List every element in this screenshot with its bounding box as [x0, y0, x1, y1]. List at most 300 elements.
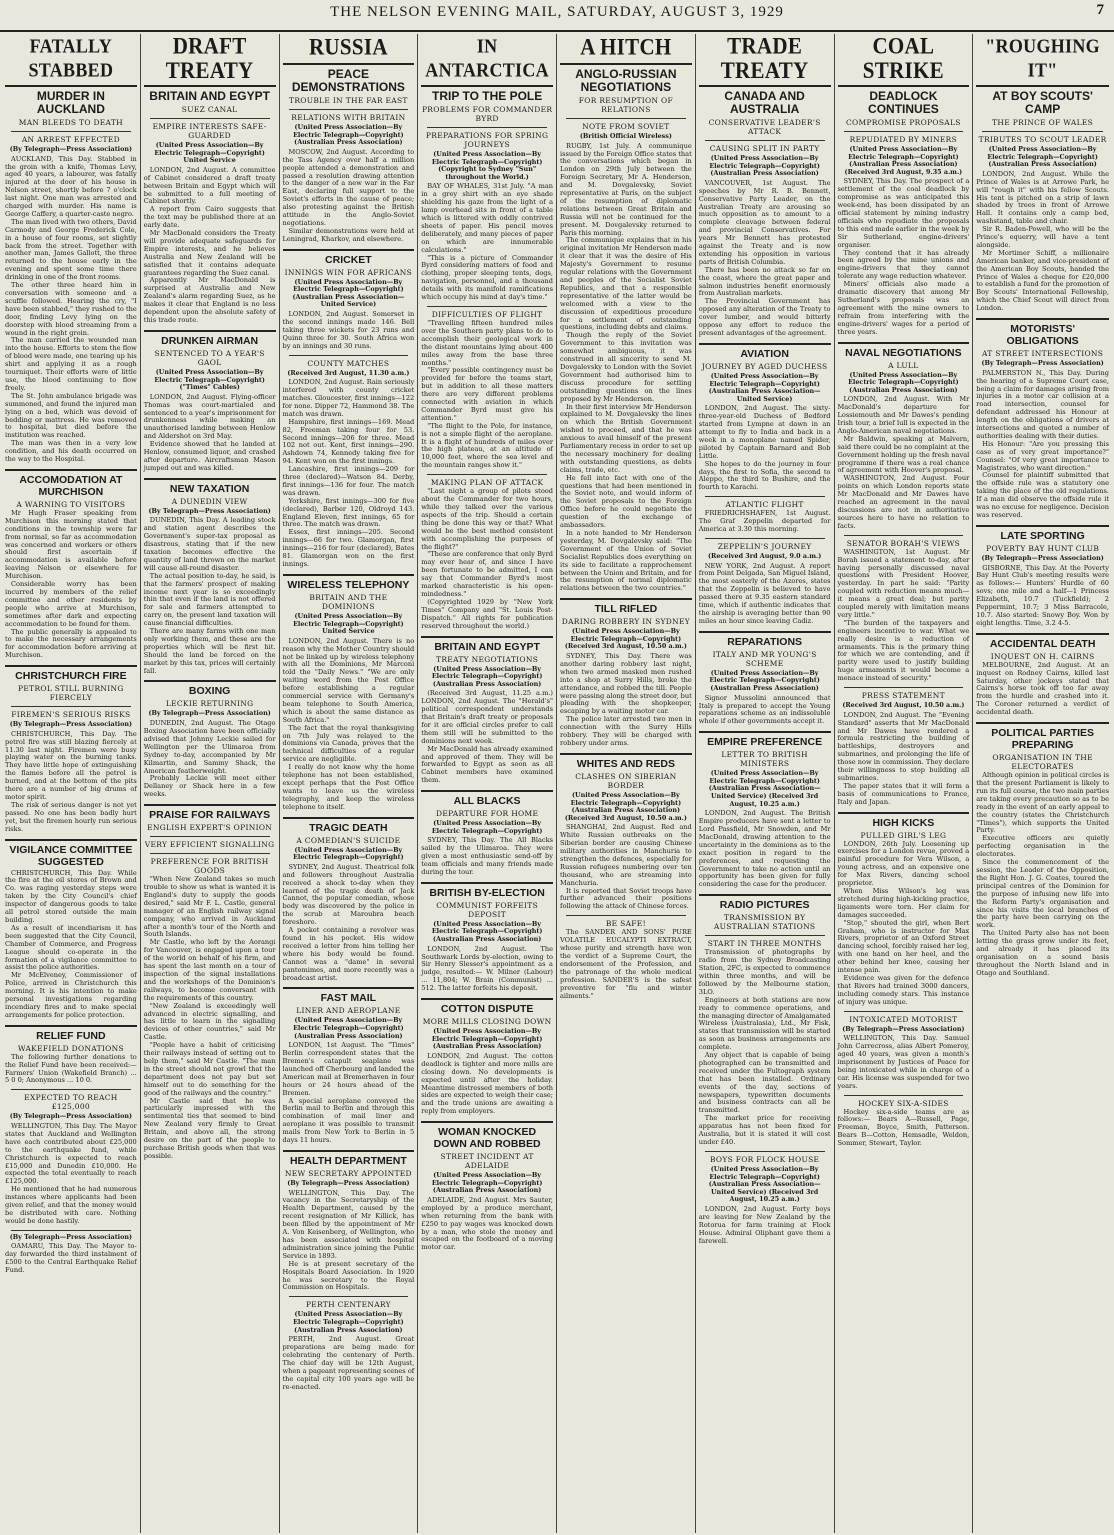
story-paragraph: "The burden of the taxpayers and engineers incentive to war. What we really desire is a reduction of armaments. This is the primary thing for which we are contending, and if parity were used to justify building huge armaments it would become a menace instead of security." — [837, 618, 970, 683]
story-paragraph: Yorkshire, first innings—300 for five (declared), Barber 120, Oldroyd 143. England Eleven, first innings, 65 for three. The match was drawn. — [282, 496, 415, 529]
story-divider — [838, 342, 970, 344]
wire-credit: (United Press Association—By Electric Telegraph—Copyright) (Australian Press Association) — [431, 1171, 543, 1195]
column — [280, 34, 419, 1533]
story-divider — [699, 343, 831, 345]
story — [699, 496, 831, 534]
story-divider — [289, 1296, 409, 1297]
story-paragraph: The United Party also has not been letting the grass grow under its feet, and already it has placed its organisation on a sound basis throughout the North Island and in Otago and Southland. — [976, 929, 1109, 977]
story-paragraph: The man carried the wounded man into the house. Efforts to stem the flow of blood were made, one tearing up his shirt and applying it as a rough tourniquet. Their efforts were of little use, the blood continuing to flow freely. — [5, 336, 137, 392]
wire-credit: (By Telegraph—Press Association) — [148, 709, 271, 718]
story-divider — [705, 496, 825, 497]
story — [838, 1011, 970, 1091]
story-subheading: MAKING PLAN OF ATTACK — [430, 478, 544, 488]
story-paragraph: The man was then in a very low condition, and his death occurred on the way to the Hospital. — [5, 439, 137, 464]
subhead-rule — [844, 131, 964, 132]
story-paragraph: Any object that is capable of being photographed can be transmitted and received under the Fultograph system that has been installed. Ordinary events of the day, sections of newspapers, typewritten documents and business contracts can all be transmitted. — [698, 1051, 831, 1115]
story-subheading: A WARNING TO VISITORS — [16, 499, 126, 509]
story-subheading: CLASHES ON SIBERIAN BORDER — [575, 771, 677, 790]
story-subheading: DEPARTURE FOR HOME — [436, 809, 539, 819]
story-divider — [144, 804, 276, 806]
story-headline: BRITAIN AND EGYPT — [434, 640, 540, 653]
headline-rule — [699, 85, 831, 87]
wire-credit: (United Press Association—By Electric Telegraph—Copyright) (Australian Press Association) (Received 3rd August, 9.35 a.m.) — [844, 145, 963, 176]
story-paragraph: Mr Castle said that he was particularly impressed with the sentimental ties that seemed to bind New Zealand very firmly to Great Britain, and above all, the strong desire on the part of the people to purchase British goods when that was possible. — [143, 1096, 276, 1160]
story-paragraph: Mr Mortimer Schiff, a millionaire American banker, and vice-president of the American Boy Scouts, handed the Prince of Wales a cheque for £20,000 to establish a fund for the promotion of Boy Scouts' International Fellowship, which the Chief Scout will direct from London. — [976, 248, 1109, 313]
story-subheading: WAKEFIELD DONATIONS — [17, 1043, 124, 1053]
story-paragraph: The fact that the royal thanksgiving on 7th July was relayed to the dominions via Canada, proves that the technical difficulties of a regular service are negligible. — [282, 723, 415, 764]
story-subheading: PETROL STILL BURNING FIERCELY — [18, 684, 124, 703]
story-divider — [976, 318, 1109, 320]
story-paragraph: WASHINGTON, 2nd August. Four points on which London reports state Mr MacDonald and Mr Dawes have reached an agreement in the naval discussions are not in authoritative sources here to have no relation to facts. — [837, 474, 970, 530]
story — [144, 680, 276, 799]
story — [560, 68, 692, 593]
story-paragraph: Evidence was given for the defence that Rivers had trained 3000 dancers, including comedy stars. This instance of injury was unique. — [837, 973, 970, 1006]
story-subheading: CAUSING SPLIT IN PARTY — [709, 144, 820, 153]
story-headline: BRITAIN AND EGYPT — [149, 89, 270, 103]
story-paragraph: Considerable worry has been incurred by members of the relief committee and other residents by people who arrive at Murchison, sometimes after dark and expecting accommodation to be found for them. — [5, 580, 137, 628]
story-subheading: BE SAFE! — [605, 919, 646, 929]
story-divider — [11, 1230, 131, 1231]
story-subheading: AN ARREST EFFECTED — [21, 135, 120, 144]
story-paragraph: "When New Zealand takes so much trouble to show us what is wanted it is England's duty to supply the goods desired," said Mr F. L. Castle, general manager of an English railway signal company, who arrived in Auckland after a month's tour of the North and South Islands. — [143, 875, 276, 939]
story-headline: EMPIRE PREFERENCE — [707, 736, 823, 749]
wire-credit: (United Press Association—By Electric Telegraph—Copyright) (Australian Press Association—United Service) — [292, 277, 405, 309]
story-divider — [844, 1011, 964, 1012]
column — [696, 34, 835, 1533]
story-paragraph: Apparently Mr MacDonald is surprised at Australia and New Zealand's alarm regarding Suez, as he makes it clear that England is no less dependent upon the absolute safety of this trade route. — [143, 276, 276, 324]
story-paragraph: LONDON, 2nd August. The sixty-three-year-old Duchess of Bedford started from Lympne at dawn in an attempt to fly to India and back in a week in a monoplane named Spider, piloted by Captain Barnard and Bob Little. — [698, 404, 831, 460]
story-paragraph: NEW YORK, 2nd August. A report from Point Delgada, San Miguel Island, the most easterly of the Azores, states that the Zeppelin is believed to have passed there at 9.35 eastern standard time, which if authentic indicates that the airship is averaging better than 90 miles an hour since leaving Cadiz. — [698, 561, 831, 625]
story-divider — [283, 574, 415, 576]
story-divider — [421, 636, 553, 638]
story-paragraph: Since the commencement of the session, the Leader of the Opposition, the Right Hon. J. G. Coates, toured the principal centres of the Dominion for the purpose of infusing new life into the Reform Party's organisation and since his visits the local branches of the party have been carrying on the work. — [976, 858, 1109, 930]
story-paragraph: "Last night a group of pilots stood about the Commander for two hours, while they talked over the various aspects of the trip. Should a certain thing be done this way or that? What would be the best method consistent with accomplishing the purposes of the flight?" — [421, 487, 553, 551]
story-paragraph: "Every possible contingency must be provided for before the teams start, but in addition to all these matters there are very different problems connected with aviation in which Commander Byrd must give his attention." — [421, 366, 553, 422]
story — [699, 343, 831, 492]
story-subheading: DIFFICULTIES OF FLIGHT — [431, 309, 543, 319]
wire-credit: (United Press Association—By Electric Telegraph—Copyright) (Australian Press Association) — [709, 154, 820, 178]
wire-credit: (By Telegraph—Press Association) — [842, 1024, 965, 1033]
story-divider — [421, 1121, 553, 1123]
story — [699, 894, 831, 1147]
headline-rule — [421, 85, 553, 87]
story-subheading: DARING ROBBERY IN SYDNEY — [561, 617, 690, 627]
wire-credit: (United Press Association—By Electric Telegraph—Copyright) (Australian Press Association) — [709, 668, 820, 692]
story-paragraph: LONDON, 2nd August. The Southwark Lords by-election, owing to Sir Henry Slesser's appointment as a judge, resulted:— W. Milner (Labour) ... 11,804; W. Brain (Communist) ... 512. The latter forfeits his deposit. — [421, 944, 553, 993]
story-headline: TILL RIFLED — [594, 603, 658, 616]
wire-credit: (United Press Association—By Electric Telegraph—Copyright) (Australian Press Association) — [431, 1027, 543, 1051]
subhead-rule — [427, 127, 547, 128]
story-paragraph: LONDON, 2nd August. Flying-officer Thomas was court-martialed and sentenced to a year's imprisonment for drunkenness while making an unauthorised landing between Henlow and Aldershot on 3rd May. — [143, 392, 276, 441]
story — [838, 535, 970, 683]
story-paragraph: Mr MacDonald considers the Treaty will provide adequate safeguards for Empire interests, and he believes Australia and New Zealand will be satisfied that it contains adequate guarantees regarding the Suez canal. — [143, 229, 276, 277]
story-paragraph: The SANDER AND SONS' PURE VOLATILE EUCALYPTI EXTRACT, whose purity and strength have won the verdict of a Supreme Court, the endorsement of the Profession, and the patronage of the whole medical profession. SANDER'S is the safest preventive for "flu and winter ailments." — [560, 928, 692, 1000]
wire-credit: (By Telegraph—Press Association) — [287, 1178, 410, 1187]
story-subheading: NOTE FROM SOVIET — [582, 122, 670, 131]
story-paragraph: LONDON, 2nd August. Somerset in the second innings made 146. Bell taking three wickets for 23 runs and Quinn three for 30. South Africa won by an innings and 30 runs. — [282, 310, 415, 350]
story — [144, 90, 276, 325]
story — [283, 355, 415, 569]
story — [5, 469, 137, 660]
story-divider — [283, 1150, 415, 1152]
story-headline: DRUNKEN AIRMAN — [161, 334, 259, 347]
story-paragraph: Lancashire, first innings—209 for three (declared)—Watson 84. Derby, first innings—136 for four. The match was drawn. — [282, 465, 415, 497]
wire-credit: (United Press Association—By Electric Telegraph—Copyright) (Copyright to Sydney "Sun" throughout the World.) — [431, 150, 543, 181]
wire-credit: (Received 3rd August, 10.50 a.m.) — [842, 701, 965, 710]
story-paragraph: The paper states that it will form a basis of communications to France, Italy and Japan. — [837, 781, 970, 806]
story — [976, 633, 1109, 717]
story — [283, 1150, 415, 1292]
story-subheading: PRESS STATEMENT — [861, 691, 945, 701]
story-divider — [144, 330, 276, 332]
story — [5, 1089, 137, 1225]
masthead — [0, 0, 1114, 32]
story-subheading: COMMUNIST FORFEITS DEPOSIT — [436, 900, 539, 919]
column — [557, 34, 696, 1533]
story-paragraph: Although opinion in political circles is that the present Parliament is likely to run its full course, the two main parties are taking every precaution so as to be ready in the event of an early appeal to the country (states the Christchurch "Times"), which supports the United Party. — [976, 771, 1110, 835]
story — [421, 1121, 553, 1252]
story-subheading: A DUNEDIN VIEW — [171, 496, 248, 506]
story-paragraph: The Provincial Government has opposed any alteration of the Treaty to cover lumber, and would bitterly oppose any effort to reduce the present advantages of the agreement. — [698, 297, 831, 337]
story-paragraph: "Stop," shouted the girl, when Bert Graham, who is instructor for Max Rivers, proprietor of an Oxford Street dancing school, forcibly raised her leg, with one hand on her heel, and the other behind her knee, causing her intense pain. — [837, 918, 970, 975]
story-divider — [5, 839, 137, 841]
story-paragraph: Transmission of photographs by radio from the Sydney Broadcasting Station, 2FC, is expected to commence within three months, and will be followed by the Melbourne station, 3LO. — [698, 948, 831, 996]
story-headline: BOXING — [188, 685, 231, 698]
story-paragraph: The risk of serious danger is not yet passed. No one has been badly hurt yet, but the firemen hourly run serious risks. — [5, 800, 137, 833]
story-subheading: LETTER TO BRITISH MINISTERS — [721, 750, 808, 769]
story-divider — [5, 469, 137, 471]
wire-credit: (United Press Association—By Electric Telegraph—Copyright) (Australian Press Association) (Received 3rd August, 10.50 a.m.) — [564, 790, 687, 822]
wire-credit: (United Press Association—By Electric Telegraph—Copyright) — [293, 845, 404, 862]
story-subheading: TROUBLE IN THE FAR EAST — [289, 96, 408, 105]
story-paragraph: He fell into fact with one of the questions that had been mentioned in the Soviet note, and would inform of the Soviet proposals to the Foreign Office before he could negotiate the question of the exchange of ambassadors. — [560, 473, 692, 530]
story-subheading: INQUEST ON H. CAIRNS — [990, 651, 1095, 661]
story-paragraph: When Miss Wilson's leg was stretched during high-kicking practice, ligaments were torn. Her claim for damages succeeded. — [837, 887, 970, 919]
wire-credit: (United Press Association—By Electric Telegraph—Copyright) ("Times" Cables) — [154, 367, 265, 392]
story-paragraph: PERTH, 2nd August. Great preparations are being made for celebrating the centenary of Perth. The chief day will be 12th August, when a pageant representing scenes of the capital city 100 years ago will be re-enacted. — [282, 1335, 415, 1391]
story-paragraph: LONDON, 2nd August. While the Prince of Wales is at Arrowe Park, he will "rough it" with his fellow Scouts. His tent is pitched on a strip of lawn shaded by trees in front of Arrowe Hall. It contains only a camp bed, washstand, table and chair. — [976, 169, 1109, 226]
story — [283, 817, 415, 983]
story-subheading: JOURNEY BY AGED DUCHESS — [701, 361, 828, 371]
story-paragraph: The communique explains that in his original invitation Mr Henderson made it clear that it was the desire of His Majesty's Government to resume regular relations with the Government and peoples of the Socialist Soviet Republics, and that a responsible representative of the latter would be welcomed with a view to the discussion of expeditious procedure for a settlement of outstanding questions, including debts and claims. — [560, 236, 692, 332]
story — [699, 538, 831, 626]
story-divider — [421, 998, 553, 1000]
story-paragraph: Hampshire, first innings—169. Mead 82, Freeman taking four for 53. Second innings—206 for three. Mead 102 not out. Kent, first innings—290. Ashdown 74, Kennedy taking five for 94. Kent won on the first innings. — [282, 417, 415, 466]
story-headline: CHRISTCHURCH FIRE — [15, 670, 127, 683]
story-paragraph: Mr Hugh Fraser speaking from Murchison this morning stated that conditions in the township were far from normal, so far as accommodation was concerned and workers or others should first ascertain if accommodation is available before leaving Nelson or elsewhere for Murchison. — [5, 508, 137, 581]
story-headline: HEALTH DEPARTMENT — [289, 1154, 407, 1167]
story-paragraph: Probably Leckie will meet either Dellaney or Shack here in a few weeks. — [143, 774, 276, 799]
story-subheading: THE PRINCE OF WALES — [992, 118, 1094, 127]
story-paragraph: Mr Baldwin, speaking at Malvern, said there could be no complaint at the Government holding up the fresh naval programme if there was a real chance of agreement with Hoover's proposal. — [837, 434, 970, 475]
story-paragraph: CHRISTCHURCH, This Day. While the fire at the oil stores of Brown and Co. was raging yesterday steps were taken by the City Council's chief inspector of dangerous goods to take all petrol stored outside the main building. — [5, 868, 137, 924]
story-subheading: COUNTY MATCHES — [307, 358, 390, 368]
newspaper-columns — [2, 34, 1112, 1533]
story — [421, 790, 553, 877]
story-paragraph: WELLINGTON, This Day. Samuel John Carrecross, alias Albert Pomeroy, aged 40 years, was given a month's imprisonment by Justices of Peace for being intoxicated while in charge of a car. His license was suspended for two years. — [837, 1034, 970, 1090]
story — [144, 804, 276, 1161]
column — [418, 34, 557, 1533]
story-subheading: TRIBUTES TO SCOUT LEADER — [978, 135, 1107, 144]
wire-credit: (British Official Wireless) — [579, 132, 672, 140]
story-headline: TRIP TO THE POLE — [432, 89, 543, 103]
story-subheading: ZEPPELIN'S JOURNEY — [717, 541, 812, 551]
story-divider — [427, 306, 547, 307]
story-subheading: ENGLISH EXPERT'S OPINION — [147, 823, 273, 833]
story-paragraph: Evidence showed that he landed at Henlow, consumed liquor, and crashed after departure. Aircraftsman Mason jumped out and was killed. — [143, 440, 276, 472]
subhead-rule — [150, 118, 270, 119]
story-divider — [427, 474, 547, 475]
story — [699, 90, 831, 338]
story-subheading: LECKIE RETURNING — [165, 699, 254, 709]
story-subheading: PERTH CENTENARY — [305, 1300, 391, 1310]
story-subheading: CONSERVATIVE LEADER'S ATTACK — [708, 118, 821, 136]
story-paragraph: FRIEDRICHSHAFEN, 1st August. The Graf Zeppelin departed for America at 3.30 this morning. — [698, 509, 831, 534]
story-subheading: REPUDIATED BY MINERS — [849, 135, 958, 144]
wire-credit: (United Press Association—By Electric Telegraph—Copyright) United Service — [154, 141, 265, 165]
story-paragraph: LONDON, 2nd August. The "Evening Standard" asserts that Mr MacDonald and Mr Dawes have rendered a formula restricting the building of battleships, destroyers and submarines, and prolonging the life of those now in commission. They declare their willingness to stop building all submarines. — [837, 710, 970, 782]
story-subheading: SENTENCED TO A YEAR'S GAOL — [154, 348, 265, 367]
subhead-rule — [289, 109, 409, 110]
story-headline: WIRELESS TELEPHONY — [287, 578, 410, 591]
story-subheading: INNINGS WIN FOR AFRICANS — [284, 267, 413, 277]
story — [5, 665, 137, 833]
story-paragraph: He is at present secretary of the Hospitals Board Association. In 1920 he was secretary to the Royal Commission on Hospitals. — [282, 1259, 415, 1292]
story-headline: WHITES AND REDS — [576, 757, 675, 770]
column — [973, 34, 1112, 1533]
story-divider — [844, 1095, 964, 1096]
story-divider — [566, 915, 686, 916]
wire-credit: (By Telegraph—Press Association) — [9, 1232, 133, 1241]
story-paragraph: Miners' officials also made a dramatic discovery that among Mr Sutherland's proposals was an agreement with the mine owners to refrain from interfering with the engine-drivers' wages for a period of three years. — [837, 280, 970, 336]
story-subheading: VERY EFFICIENT SIGNALLING — [144, 840, 275, 850]
story-subheading: PULLED GIRL'S LEG — [860, 830, 947, 840]
story-paragraph: "This is a picture of Commander Byrd considering matters of food and clothing, proper sleeping tents, dogs, navigation, personnel, and a thousand details with its manifold ramifications which occupy his mind at day's time." — [421, 253, 553, 302]
story-divider — [421, 790, 553, 792]
wire-credit: (United Press Association—By Electric Telegraph—Copyright) United Service — [293, 611, 404, 636]
story-divider — [5, 665, 137, 667]
story-paragraph: Essex, first innings—205. Second innings—66 for two. Glamorgan, first innings—216 for four (declared), Bates 81. Glamorgan won on the first innings. — [282, 528, 415, 568]
subhead-rule — [11, 131, 131, 132]
newspaper-title: THE NELSON EVENING MAIL, SATURDAY, AUGUST 3, 1929 — [330, 4, 784, 20]
headline-rule — [5, 85, 137, 87]
story-paragraph: WASHINGTON, 1st August. Mr Borah issued a statement to-day, after having personally discussed naval questions with President Hoover, yesterday. In part he said: "Parity coupled with reduction means much—it means a great deal; but parity coupled merely with limitation means very little." — [837, 547, 970, 619]
story-subheading: PROBLEMS FOR COMMANDER BYRD — [421, 105, 553, 123]
story-paragraph: I really do not know why the home telephone has not been established, except perhaps that the Post Office wants to leave us the wireless telegraphy, and keep the wireless telephone to itself. — [282, 763, 415, 811]
story-paragraph: Hockey six-a-side teams are as follows:— Bears A—Russell, Page, Freeman, Boyce, Smith, Patterson. Bears B—Cotton, Hemsadle, Weldon, Sommer, Stewart, Taylor. — [837, 1107, 970, 1148]
story-paragraph: The market price for receiving apparatus has not been fixed for Australia, but it is stated it will cost under £40. — [698, 1114, 831, 1146]
story-divider — [705, 1151, 825, 1152]
story-headline: HIGH KICKS — [872, 816, 935, 829]
story-paragraph: WELLINGTON, This Day. The Mayor states that Auckland and Wellington have each contributed about £25,000 to the earthquake fund, while Christchurch is expected to reach £15,000 and Dunedin £10,000. He expected the total eventually to reach £125,000. — [5, 1121, 137, 1186]
story-subheading: SENATOR BORAH'S VIEWS — [846, 538, 961, 548]
story-paragraph: LONDON, 2nd August. Forty boys are leaving for New Zealand by the Rotorua for farm training at Flock House. Admiral Oliphant gave them a farewell. — [698, 1204, 831, 1245]
story-divider — [976, 525, 1109, 527]
story-paragraph: He mentioned that he had numerous instances where applicants had been given relief, and that the money would be distributed with care. Nothing would be done hastily. — [5, 1185, 137, 1225]
story-paragraph: DUNEDIN, This Day. A leading stock and station agent describes the Government's super-tax proposal as disastrous, stating that if the new taxation becomes effective the quantity of land thrown on the market will cause all-round disaster. — [143, 516, 276, 572]
column — [2, 34, 141, 1533]
wire-credit: (United Press Association—By Electric Telegraph—Copyright) (Australian Press Association) — [431, 664, 543, 688]
story — [838, 687, 970, 806]
story-subheading: BOYS FOR FLOCK HOUSE — [709, 1154, 820, 1164]
subhead-rule — [705, 935, 825, 936]
story-subheading: RELATIONS WITH BRITAIN — [291, 113, 406, 122]
story-headline: WOMAN KNOCKED DOWN AND ROBBED — [433, 1126, 541, 1151]
story-paragraph: In a note handed to Mr Henderson yesterday, M. Dovgalevsky said: "The Government of the Union of Soviet Socialist Republics does everything on its side to facilitate a rapprochement between the Union and Britain, and for the resumption of normal diplomatic relations between the two countries." — [560, 529, 692, 593]
column — [141, 34, 280, 1533]
story-divider — [705, 538, 825, 539]
story — [283, 574, 415, 812]
story-divider — [844, 687, 964, 688]
story-divider — [844, 535, 964, 536]
wire-credit: (United Press Association—By Electric Telegraph—Copyright) (Australian Press Association) — [431, 919, 543, 944]
story-subheading: EMPIRE INTERESTS SAFE-GUARDED — [152, 122, 267, 140]
story-subheading: START IN THREE MONTHS — [707, 939, 822, 949]
story-paragraph: GISBORNE, This Day. At the Poverty Bay Hunt Club's meeting results were as follows:— Hunters' Hurdle of 60 sovs; one mile and a half—1 Princess Elizabeth, 10.7 (Tuckfield); 2 Peppermint, 10.7; 3 Miss Barracole, 10.7. Also started: Snowy Boy. Won by eight lengths. Time, 3.2 4-5. — [976, 563, 1109, 627]
story-subheading: COMPROMISE PROPOSALS — [845, 118, 961, 127]
story-divider — [144, 680, 276, 682]
story-paragraph: PALMERSTON N., This Day. During the hearing of a Supreme Court case, being a claim for damages arising from injuries in a motor car collision at a road intersection, counsel for defendant addressed his Honour at length on the obligations of drivers at intersections and quoted a number of authorities dealing with their duties. — [976, 368, 1109, 440]
story-divider — [699, 894, 831, 896]
story-paragraph: The public generally is appealed to to make the necessary arrangements for accommodation before arriving at Murchison. — [5, 627, 137, 660]
story-paragraph: LONDON, 2nd August. Rain seriously interfered with county cricket matches. Gloucester, first innings—122 for none. Dipper 72, Hammond 38. The match was drawn. — [282, 378, 415, 418]
story-subheading: FOR RESUMPTION OF RELATIONS — [578, 96, 673, 114]
story-headline: DEADLOCK CONTINUES — [868, 89, 939, 116]
story-subheading: LINER AND AEROPLANE — [296, 1006, 401, 1016]
story — [283, 987, 415, 1145]
story-subheading: ITALY AND MR YOUNG'S SCHEME — [712, 649, 817, 668]
story-paragraph: "Travelling fifteen hundred miles over the Southern party plans to do to accomplish their geological work in the distant mountains lying about 400 miles away from the base three months." — [421, 318, 553, 367]
column-headline: RUSSIA — [308, 34, 388, 61]
story — [976, 318, 1109, 520]
story-divider — [699, 631, 831, 633]
story-paragraph: BAY OF WHALES, 31st July. "A man in a grey shirt with an eye shade shielding his gaze from the light of a lamp overhead sits in front of a table which is littered with oddly contrived sheets of paper. His pencil moves deliberately, and many pieces of paper on which are innumerable calculations." — [421, 182, 553, 254]
story — [144, 330, 276, 473]
story-headline: NAVAL NEGOTIATIONS — [845, 346, 962, 359]
story-paragraph: "The flight to the Pole, for instance, is not a simple flight of the aeroplane. It is a flight of hundreds of miles over the high plateau, at an altitude of 10,000 feet, where the sea level and the mountain ranges show it." — [421, 421, 553, 470]
story-headline: ALL BLACKS — [453, 795, 521, 808]
story-paragraph: She hopes to do the journey in four days, the first to Sofia, the second to Aleppo, the third to Bushire, and the fourth to Karachi. — [698, 459, 831, 492]
story — [283, 1296, 415, 1391]
story-paragraph: The police later arrested two men in connection with the Surry Hills robbery. They will be charged with robbery under arms. — [560, 715, 692, 747]
story-paragraph: Mr Castle, who left by the Aorangi for Vancouver, is engaged upon a tour of the world on behalf of his firm, and has spent the last month on a tour of inspection of the signal installations and the workshops of the Dominion's railways, to become conversant with the requirements of this country. — [143, 938, 276, 1002]
story-subheading: ORGANISATION IN THE ELECTORATES — [992, 753, 1093, 772]
story — [421, 306, 553, 470]
wire-credit: (Received 3rd August, 9.0 a.m.) — [708, 551, 822, 560]
story-divider — [5, 1025, 137, 1027]
story — [560, 598, 692, 748]
story — [421, 636, 553, 786]
story-headline: COTTON DISPUTE — [440, 1003, 534, 1016]
headline-rule — [976, 85, 1109, 87]
story-paragraph: LONDON, 26th July. Loosening up exercises for a London revue, proved a painful procedure for Vera Wilson, a young actress, and an expensive one for Max Rivers, dancing school proprietor. — [837, 839, 970, 888]
subhead-rule — [566, 118, 686, 119]
wire-credit: (United Press Association—By Electric Telegraph—Copyright) (Australian Press Association—United Service) (Received 3rd August, 10.25 a.m.) — [708, 1164, 821, 1204]
column-headline: IN ANTARCTICA — [425, 34, 549, 82]
story — [976, 525, 1109, 628]
story-headline: NEW TAXATION — [169, 482, 250, 495]
wire-credit: (United Press Association—By Electric Telegraph—Copyright) (Australian Press Association) — [293, 123, 404, 147]
wire-credit: (Received 3rd August, 11.30 a.m.) — [287, 368, 410, 377]
story-paragraph: LONDON, 2nd August. There is no reason why the Mother Country should not be linked up by wireless telephony with all the Dominions, Mr Marconi told the "Daily News." "We are only waiting word from the Post Office before establishing a regular commercial service with Germany's beam telephone to South America, which is about the same distance as South Africa." — [282, 636, 415, 724]
story-paragraph: DUNEDIN, 2nd August. The Otago Boxing Association have been officially advised that Johnny Leckie sailed for Wellington per the Ulimaroa from Sydney to-day, accompanied by Mr Kilmartin, and Sammy Shack, the American featherweight. — [143, 719, 276, 775]
headline-rule — [560, 63, 692, 65]
story-paragraph: Signor Mussolini announced that Italy is prepared to accept the Young reparations scheme as an indissoluble whole if other governments accept it. — [698, 693, 831, 726]
story-subheading: A COMEDIAN'S SUICIDE — [296, 835, 401, 845]
story-paragraph: Mr McElveney, Commissioner of Police, arrived in Christchurch this morning. It is his intention to make personal investigations regarding incendiary fires and to make special arrangements for police protection. — [5, 971, 137, 1019]
story-divider — [421, 882, 553, 884]
story — [144, 478, 276, 676]
subhead-rule — [982, 131, 1103, 132]
story-headline: RADIO PICTURES — [719, 899, 810, 912]
story-paragraph: WELLINGTON, This Day. The vacancy in the Secretaryship of the Health Department, caused by the recent resignation of Mr Killick, has been filled by the appointment of Mr A. Von Keisenberg, of Wellington, who has been associated with hospital administration since joining the Public Service in 1893. — [282, 1188, 415, 1260]
story-paragraph: MELBOURNE, 2nd August. At an inquest on Rodney Cairns, killed last Saturday, other jockeys stated that Cairns's horse took off too far away from the hurdle and crashed into it. The Coroner returned a verdict of accidental death. — [976, 660, 1109, 717]
story-paragraph: Mr MacDonald has already examined and approved of them. They will be forwarded to Egypt as soon as all Cabinet members have examined them. — [421, 744, 553, 785]
story-subheading: MAN BLEEDS TO DEATH — [18, 118, 124, 127]
story — [838, 812, 970, 1007]
story-subheading: BRITAIN AND THE DOMINIONS — [309, 592, 388, 611]
column-headline: A HITCH — [580, 34, 672, 61]
story — [421, 90, 553, 302]
story-paragraph: They contend that it has already been agreed by the mine unions and engine-drivers that they cannot tolerate any wage reduction whatever. — [837, 248, 970, 281]
story-paragraph: Sir R. Baden-Powell, who will be the Prince's equerry, will have a tent alongside. — [976, 225, 1109, 249]
story-subheading: POVERTY BAY HUNT CLUB — [986, 543, 1100, 553]
story-paragraph: A special aeroplane conveyed the Berlin mail to Berlin and through this combination of mail liner and aeroplane it was possible to transmit mails from New York to Berlin in 5 days 11 hours. — [282, 1096, 415, 1145]
story-divider — [560, 753, 692, 755]
story — [5, 839, 137, 1020]
story-headline: BRITISH BY-ELECTION — [429, 886, 545, 899]
story-subheading: TREATY NEGOTIATIONS — [436, 654, 539, 664]
story-headline: POLITICAL PARTIES PREPARING — [991, 727, 1095, 752]
story-paragraph: SYDNEY, 2nd August. Theatrical folk and followers throughout Australia received a shock to-day when they learned of the tragic death of Jack Cannot, the popular comedian, whose body was discovered by the police in the scrub at Maroubra beach foreshore. — [282, 862, 415, 927]
story — [976, 90, 1109, 313]
story-paragraph: Engineers at both stations are now ready to commence operations, and the managing director of Amalgamated Wireless (Australasia), Ltd., Mr Fisk, states that transmission will be started as soon as business arrangements are complete. — [698, 995, 831, 1052]
story-divider — [838, 812, 970, 814]
story-divider — [283, 987, 415, 989]
story-subheading: PREFERENCE FOR BRITISH GOODS — [150, 857, 269, 876]
wire-credit: (By Telegraph—Press Association) — [981, 359, 1104, 368]
story-divider — [976, 633, 1109, 635]
story-divider — [283, 817, 415, 819]
story-paragraph: The other three heard him in conversation with someone and a scuffle followed. Hearing the cry, "I have been stabbed," they rushed to the door, finding Levy lying on the doorstep with blood streaming from a wound in the right groin. — [5, 281, 137, 337]
story-paragraph: There are many farms with one man only working them, and these are the properties which will be first hit. Should the land be forced on the market by this tax, prices will certainly fall. — [143, 627, 276, 675]
story-headline: AVIATION — [740, 347, 789, 360]
wire-credit: (United Press Association—By Electric Telegraph—Copyright) (Australian Press Association) — [293, 1016, 404, 1040]
story-paragraph: Executive officers are quietly perfecting organisation in the electorates. — [976, 834, 1109, 859]
page-number: 7 — [1096, 2, 1104, 18]
story-paragraph: MOSCOW, 2nd August. According to the Tass Agency over half a million people attended a demonstration and passed a resolution drawing attention to the danger of a new war in the Far East, declaring full support to the Soviet's efforts in the cause of peace; also protesting against the British attitude in the Anglo-Soviet negotiations. — [282, 147, 415, 227]
story — [560, 915, 692, 1000]
wire-credit: (United Press Association—By Electric Telegraph—Copyright) (Australian Press Association) — [293, 1310, 404, 1334]
story-paragraph: SYDNEY, This Day. The prospect of a settlement of the coal deadlock by compromise as was anticipated this week-end, has been dissipated by an official statement by mining industry officials who repudiate the proposals to this end made earlier in the week by Sir Sutherland, engine-drivers' organiser. — [837, 177, 970, 249]
story-headline: RELIEF FUND — [36, 1029, 106, 1042]
column — [835, 34, 974, 1533]
column-headline: COAL STRIKE — [862, 34, 944, 84]
story-paragraph: SYDNEY, This Day. The All Blacks sailed by the Ulimaroa. They were given a most enthusiastic send-off by team officials and many friends made during the tour. — [421, 836, 553, 876]
story-divider — [289, 355, 409, 356]
column-headline: "ROUGHING IT" — [985, 34, 1100, 82]
story-paragraph: The actual position to-day, he said, is that the farmers' prospect of making income next year is so exceedingly thin that even if the land is not offered for sale and farmers attempted to carry on, the present land taxation will cause financial difficulties. — [143, 571, 276, 628]
story-paragraph: In their first interview Mr Henderson explained to M. Dovgalevsky the lines on which the British Government wished to proceed, and that he was anxious to avail himself of the present Parliamentary recess in order to set up the necessary machinery for dealing with outstanding questions, as debts claims, trade, etc. — [560, 402, 692, 474]
wire-credit: (By Telegraph—Press Association) — [9, 1112, 133, 1121]
story-paragraph: There has been no attack so far on the coast, where the great paper and salmon industries benefit enormously from Australian markets. — [698, 265, 831, 298]
story-divider — [560, 598, 692, 600]
story-paragraph: SYDNEY, This Day. There was another daring robbery last night, when two armed masked men rushed into a shop at Surry Hills, broke the attendance, and robbed the till. People were passing along the street door, but pleading with the shopkeeper, escaping by a waiting motor car. — [560, 652, 692, 716]
story-divider — [699, 731, 831, 733]
story — [699, 731, 831, 889]
story-headline: ACCOMODATION AT MURCHISON — [19, 473, 123, 498]
wire-credit: (United Press Association—By Electric Telegraph—Copyright) (Australian Press Association) — [848, 370, 959, 394]
